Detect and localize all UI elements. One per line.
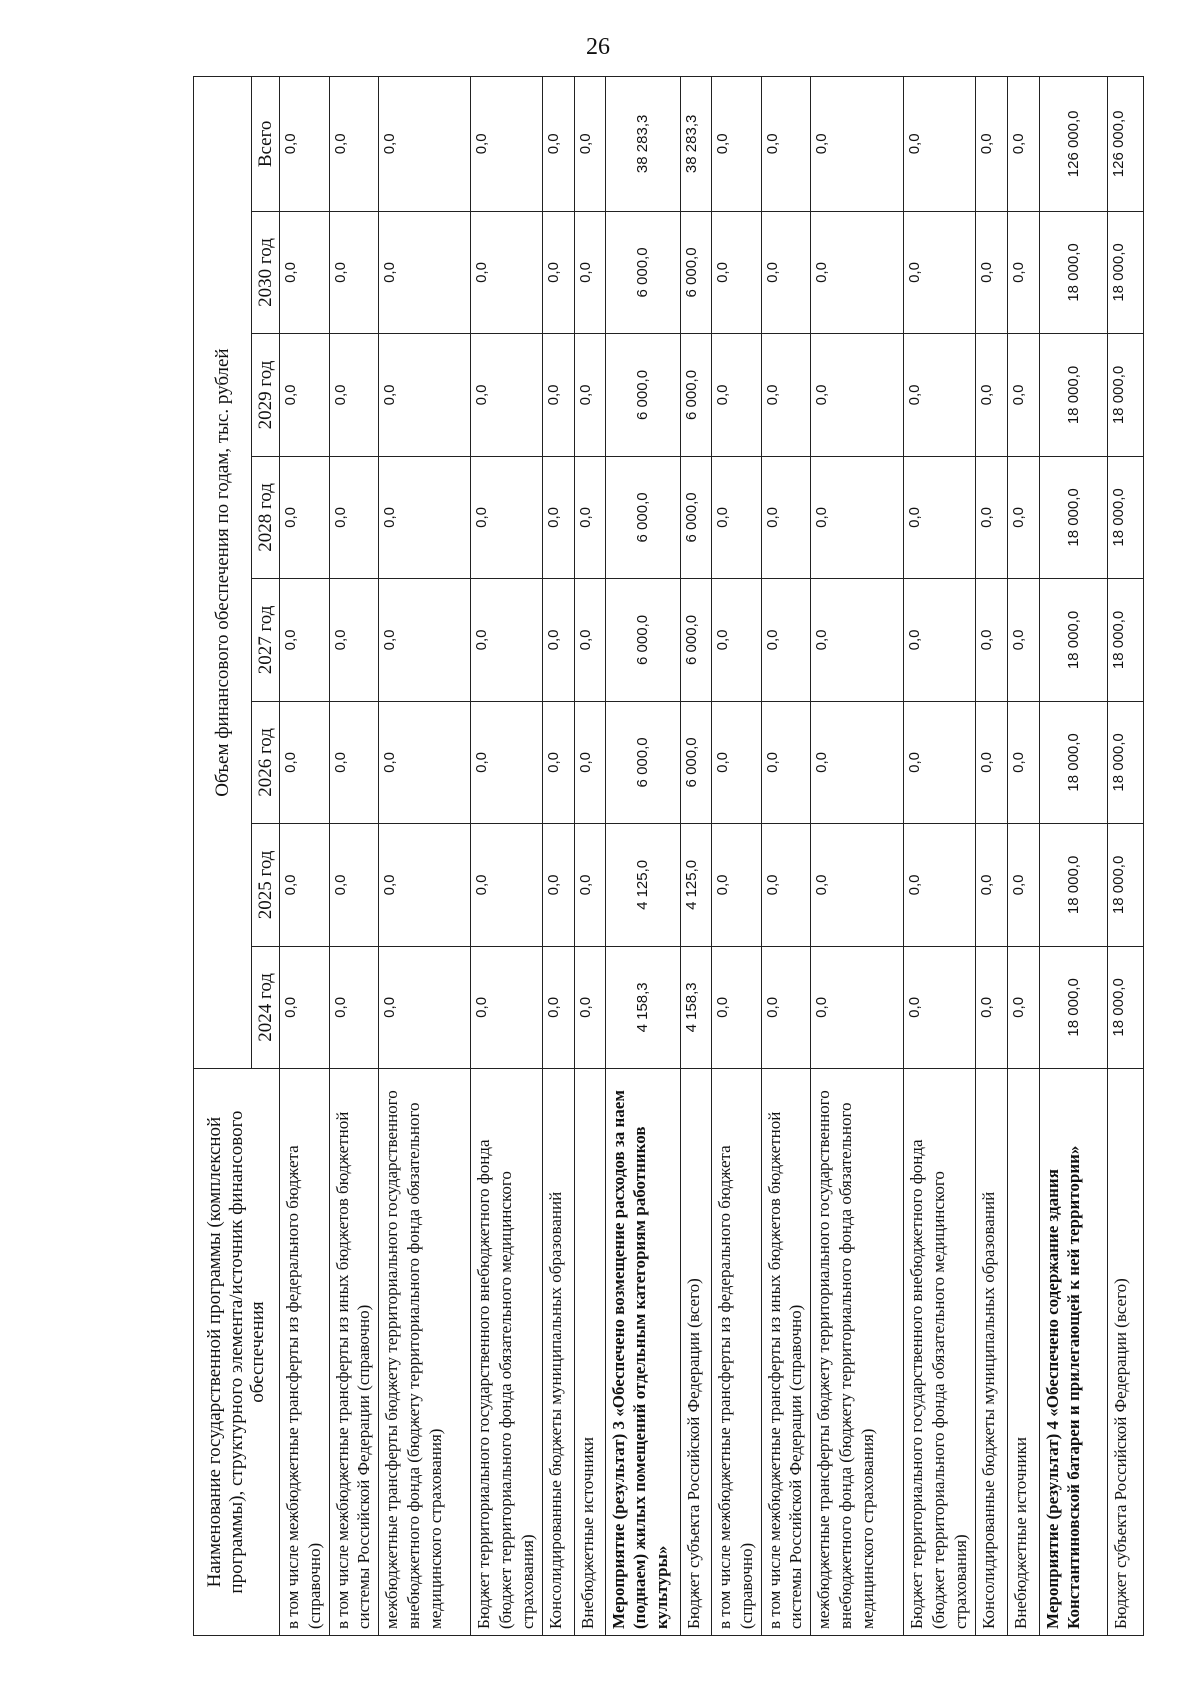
value-cell: 18 000,0 <box>1108 211 1144 333</box>
value-cell: 4 125,0 <box>681 824 712 946</box>
value-cell: 0,0 <box>471 701 543 823</box>
value-cell: 0,0 <box>761 456 811 578</box>
header-total: Всего <box>252 77 280 212</box>
total-cell: 38 283,3 <box>605 77 681 212</box>
value-cell: 6 000,0 <box>605 701 681 823</box>
value-cell: 0,0 <box>976 946 1008 1068</box>
table-row <box>811 77 904 1636</box>
value-cell: 0,0 <box>811 456 904 578</box>
value-cell: 0,0 <box>1007 211 1039 333</box>
financing-table <box>193 76 1144 1636</box>
value-cell: 6 000,0 <box>605 456 681 578</box>
header-year: 2026 год <box>252 701 280 823</box>
value-cell: 0,0 <box>1007 824 1039 946</box>
total-cell: 0,0 <box>904 77 976 212</box>
value-cell: 6 000,0 <box>681 456 712 578</box>
value-cell: 0,0 <box>1007 579 1039 701</box>
value-cell: 0,0 <box>811 579 904 701</box>
page-number: 26 <box>586 34 610 60</box>
table-row <box>904 77 976 1636</box>
value-cell: 4 125,0 <box>605 824 681 946</box>
value-cell: 18 000,0 <box>1108 456 1144 578</box>
value-cell: 6 000,0 <box>605 211 681 333</box>
value-cell: 0,0 <box>761 701 811 823</box>
header-year: 2027 год <box>252 579 280 701</box>
value-cell: 0,0 <box>1007 701 1039 823</box>
row-name-cell: в том числе межбюджетные трансферты из иных бюджетов бюджетной системы Российской Федерации (справочно) <box>329 1069 379 1636</box>
value-cell: 18 000,0 <box>1108 824 1144 946</box>
value-cell: 0,0 <box>904 456 976 578</box>
value-cell: 0,0 <box>471 946 543 1068</box>
value-cell: 0,0 <box>471 824 543 946</box>
total-cell: 0,0 <box>574 77 605 212</box>
table-row <box>681 77 712 1636</box>
row-name-cell: Внебюджетные источники <box>574 1069 605 1636</box>
value-cell: 4 158,3 <box>605 946 681 1068</box>
value-cell: 18 000,0 <box>1039 456 1108 578</box>
row-name-cell: Внебюджетные источники <box>1007 1069 1039 1636</box>
total-cell: 0,0 <box>471 77 543 212</box>
value-cell: 18 000,0 <box>1039 334 1108 456</box>
value-cell: 0,0 <box>379 824 471 946</box>
value-cell: 0,0 <box>379 334 471 456</box>
value-cell: 0,0 <box>976 701 1008 823</box>
value-cell: 0,0 <box>543 946 575 1068</box>
value-cell: 6 000,0 <box>605 579 681 701</box>
value-cell: 0,0 <box>543 211 575 333</box>
value-cell: 0,0 <box>543 701 575 823</box>
value-cell: 0,0 <box>574 946 605 1068</box>
row-name-cell: межбюджетные трансферты бюджету территориального государственного внебюджетного фонда (бюджету территориального фонда обязательного медицинского страхования) <box>379 1069 471 1636</box>
value-cell: 0,0 <box>543 824 575 946</box>
table-row <box>976 77 1008 1636</box>
header-name: Наименование государственной программы (комплексной программы), структурного элемента/источник финансового обеспечения <box>194 1069 280 1636</box>
total-cell: 126 000,0 <box>1039 77 1108 212</box>
total-cell: 0,0 <box>711 77 761 212</box>
value-cell: 6 000,0 <box>681 334 712 456</box>
total-cell: 0,0 <box>329 77 379 212</box>
value-cell: 0,0 <box>379 946 471 1068</box>
value-cell: 0,0 <box>976 211 1008 333</box>
value-cell: 0,0 <box>904 946 976 1068</box>
value-cell: 0,0 <box>761 946 811 1068</box>
value-cell: 0,0 <box>711 701 761 823</box>
table-row <box>471 77 543 1636</box>
value-cell: 0,0 <box>1007 946 1039 1068</box>
value-cell: 0,0 <box>904 579 976 701</box>
value-cell: 18 000,0 <box>1039 701 1108 823</box>
row-name-cell: Бюджет субъекта Российской Федерации (всего) <box>1108 1069 1144 1636</box>
total-cell: 0,0 <box>280 77 330 212</box>
value-cell: 0,0 <box>280 946 330 1068</box>
value-cell: 0,0 <box>811 946 904 1068</box>
value-cell: 0,0 <box>711 211 761 333</box>
value-cell: 0,0 <box>280 456 330 578</box>
value-cell: 0,0 <box>574 579 605 701</box>
value-cell: 0,0 <box>574 211 605 333</box>
value-cell: 0,0 <box>543 579 575 701</box>
value-cell: 0,0 <box>329 824 379 946</box>
value-cell: 0,0 <box>543 456 575 578</box>
value-cell: 0,0 <box>471 211 543 333</box>
row-name-cell: межбюджетные трансферты бюджету территориального государственного внебюджетного фонда (бюджету территориального фонда обязательного медицинского страхования) <box>811 1069 904 1636</box>
value-cell: 6 000,0 <box>681 701 712 823</box>
value-cell: 0,0 <box>904 701 976 823</box>
value-cell: 6 000,0 <box>681 579 712 701</box>
row-name-cell: Консолидированные бюджеты муниципальных образований <box>976 1069 1008 1636</box>
value-cell: 0,0 <box>280 824 330 946</box>
table-row <box>379 77 471 1636</box>
total-cell: 0,0 <box>811 77 904 212</box>
total-cell: 0,0 <box>1007 77 1039 212</box>
value-cell: 0,0 <box>711 824 761 946</box>
value-cell: 0,0 <box>976 579 1008 701</box>
value-cell: 0,0 <box>574 824 605 946</box>
value-cell: 18 000,0 <box>1039 579 1108 701</box>
value-cell: 0,0 <box>976 456 1008 578</box>
value-cell: 0,0 <box>1007 456 1039 578</box>
value-cell: 0,0 <box>761 211 811 333</box>
value-cell: 0,0 <box>711 456 761 578</box>
value-cell: 0,0 <box>904 824 976 946</box>
value-cell: 0,0 <box>543 334 575 456</box>
row-name-cell: Бюджет территориального государственного внебюджетного фонда (бюджет территориального фонда обязательного медицинского страхования) <box>904 1069 976 1636</box>
table-row <box>605 77 681 1636</box>
value-cell: 0,0 <box>811 334 904 456</box>
value-cell: 0,0 <box>471 579 543 701</box>
row-name-cell: Бюджет субъекта Российской Федерации (всего) <box>681 1069 712 1636</box>
value-cell: 0,0 <box>711 579 761 701</box>
value-cell: 0,0 <box>711 334 761 456</box>
table-row <box>543 77 575 1636</box>
table-row <box>1039 77 1108 1636</box>
total-cell: 0,0 <box>761 77 811 212</box>
value-cell: 0,0 <box>329 211 379 333</box>
table-row <box>280 77 330 1636</box>
value-cell: 6 000,0 <box>605 334 681 456</box>
value-cell: 0,0 <box>574 456 605 578</box>
value-cell: 0,0 <box>329 456 379 578</box>
header-year: 2024 год <box>252 946 280 1068</box>
table-row <box>761 77 811 1636</box>
total-cell: 38 283,3 <box>681 77 712 212</box>
value-cell: 0,0 <box>761 579 811 701</box>
header-year: 2028 год <box>252 456 280 578</box>
value-cell: 18 000,0 <box>1039 211 1108 333</box>
value-cell: 18 000,0 <box>1108 701 1144 823</box>
table-row <box>1108 77 1144 1636</box>
value-cell: 0,0 <box>761 334 811 456</box>
value-cell: 0,0 <box>574 334 605 456</box>
row-name-cell: в том числе межбюджетные трансферты из федерального бюджета (справочно) <box>280 1069 330 1636</box>
row-name-cell: Мероприятие (результат) 3 «Обеспечено возмещение расходов за наем (поднаем) жилых помещений отдельным категориям работников культуры» <box>605 1069 681 1636</box>
value-cell: 0,0 <box>976 334 1008 456</box>
table-row <box>1007 77 1039 1636</box>
table-body <box>280 77 1144 1636</box>
row-name-cell: Мероприятие (результат) 4 «Обеспечено содержание здания Константиновской батареи и прилегающей к ней территории» <box>1039 1069 1108 1636</box>
table-row <box>711 77 761 1636</box>
value-cell: 0,0 <box>379 456 471 578</box>
value-cell: 0,0 <box>761 824 811 946</box>
value-cell: 18 000,0 <box>1108 334 1144 456</box>
value-cell: 0,0 <box>280 701 330 823</box>
header-year: 2030 год <box>252 211 280 333</box>
value-cell: 18 000,0 <box>1108 579 1144 701</box>
header-year: 2025 год <box>252 824 280 946</box>
value-cell: 0,0 <box>379 701 471 823</box>
header-group: Объем финансового обеспечения по годам, тыс. рублей <box>194 77 252 1069</box>
total-cell: 0,0 <box>543 77 575 212</box>
table-row <box>329 77 379 1636</box>
value-cell: 0,0 <box>904 334 976 456</box>
value-cell: 0,0 <box>976 824 1008 946</box>
value-cell: 6 000,0 <box>681 211 712 333</box>
value-cell: 0,0 <box>811 824 904 946</box>
row-name-cell: в том числе межбюджетные трансферты из иных бюджетов бюджетной системы Российской Федерации (справочно) <box>761 1069 811 1636</box>
total-cell: 126 000,0 <box>1108 77 1144 212</box>
value-cell: 0,0 <box>329 701 379 823</box>
rotated-table-wrapper <box>193 76 1144 1636</box>
value-cell: 0,0 <box>280 211 330 333</box>
table-row <box>574 77 605 1636</box>
row-name-cell: Бюджет территориального государственного внебюджетного фонда (бюджет территориального фонда обязательного медицинского страхования) <box>471 1069 543 1636</box>
value-cell: 0,0 <box>379 211 471 333</box>
value-cell: 0,0 <box>1007 334 1039 456</box>
total-cell: 0,0 <box>379 77 471 212</box>
value-cell: 0,0 <box>280 334 330 456</box>
value-cell: 0,0 <box>811 211 904 333</box>
row-name-cell: Консолидированные бюджеты муниципальных образований <box>543 1069 575 1636</box>
value-cell: 18 000,0 <box>1039 824 1108 946</box>
value-cell: 18 000,0 <box>1108 946 1144 1068</box>
value-cell: 0,0 <box>329 579 379 701</box>
value-cell: 0,0 <box>280 579 330 701</box>
value-cell: 0,0 <box>811 701 904 823</box>
value-cell: 0,0 <box>711 946 761 1068</box>
row-name-cell: в том числе межбюджетные трансферты из федерального бюджета (справочно) <box>711 1069 761 1636</box>
value-cell: 0,0 <box>471 334 543 456</box>
value-cell: 0,0 <box>379 579 471 701</box>
value-cell: 0,0 <box>329 946 379 1068</box>
value-cell: 18 000,0 <box>1039 946 1108 1068</box>
value-cell: 4 158,3 <box>681 946 712 1068</box>
value-cell: 0,0 <box>574 701 605 823</box>
value-cell: 0,0 <box>471 456 543 578</box>
value-cell: 0,0 <box>904 211 976 333</box>
value-cell: 0,0 <box>329 334 379 456</box>
header-year: 2029 год <box>252 334 280 456</box>
total-cell: 0,0 <box>976 77 1008 212</box>
